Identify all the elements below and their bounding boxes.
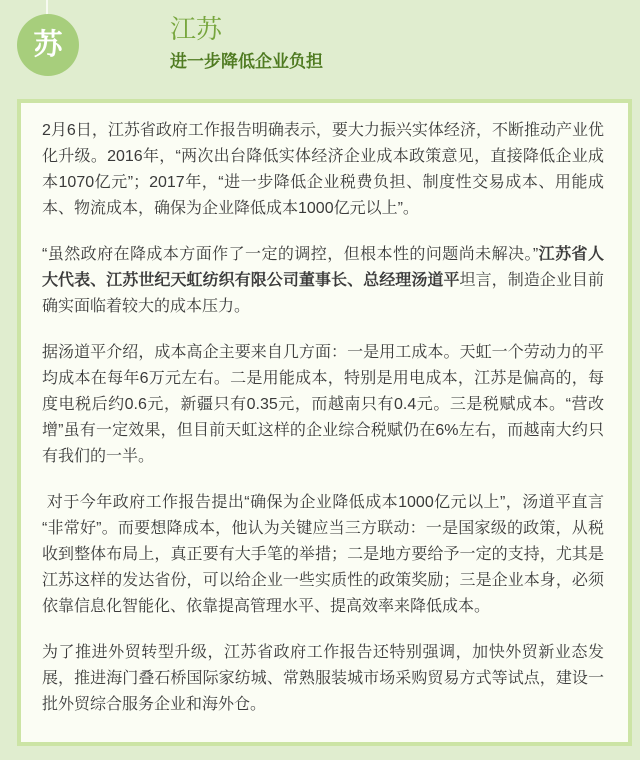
paragraph-4: 对于今年政府工作报告提出“确保为企业降低成本1000亿元以上”，汤道平直言“非常好”。而要想降成本，他认为关键应当三方联动：一是国家级的政策，从税收到整体布局上，真正要有大手笔的举措；二是地方要给予一定的支持，尤其是江苏这样的发达省份，可以给企业一些实质性的政策奖励；三是企业本身，必须依靠信息化智能化、依靠提高管理水平、提高效率来降低成本。 xyxy=(42,494,604,615)
paragraph-2-quote: “虽然政府在降成本方面作了一定的调控，但根本性的问题尚未解决。” xyxy=(42,246,539,263)
badge-hanger-line xyxy=(46,0,48,15)
page-subtitle: 进一步降低企业负担 xyxy=(170,52,323,71)
paragraph-2-rest: 坦言，制造企业目前确实面临着较大的成本压力。 xyxy=(42,272,604,315)
province-badge-label: 苏 xyxy=(33,28,63,61)
paragraph-1: 2月6日，江苏省政府工作报告明确表示，要大力振兴实体经济，不断推动产业优化升级。2016年，“两次出台降低实体经济企业成本政策意见，直接降低企业成本1070亿元”；2017年，“进一步降低企业税费负担、制度性交易成本、用能成本、物流成本，确保为企业降低成本1000亿元以上”。 xyxy=(42,122,604,217)
paragraph-3: 据汤道平介绍，成本高企主要来自几方面：一是用工成本。天虹一个劳动力的平均成本在每年6万元左右。二是用能成本，特别是用电成本，江苏是偏高的，每度电税后约0.6元，新疆只有0.35元，而越南只有0.4元。三是税赋成本。“营改增”虽有一定效果，但目前天虹这样的企业综合税赋仍在6%左右，而越南大约只有我们的一半。 xyxy=(42,344,604,465)
paragraph-5: 为了推进外贸转型升级，江苏省政府工作报告还特别强调，加快外贸新业态发展，推进海门叠石桥国际家纺城、常熟服装城市场采购贸易方式等试点，建设一批外贸综合服务企业和海外仓。 xyxy=(42,644,604,713)
header xyxy=(170,14,323,72)
province-badge xyxy=(17,14,79,76)
speaker-name-bold: 江苏省人大代表、江苏世纪天虹纺织有限公司董事长、总经理汤道平 xyxy=(42,246,604,289)
page-title: 江苏 xyxy=(170,14,223,44)
article-card xyxy=(17,99,632,746)
paragraph-2 xyxy=(42,242,604,320)
